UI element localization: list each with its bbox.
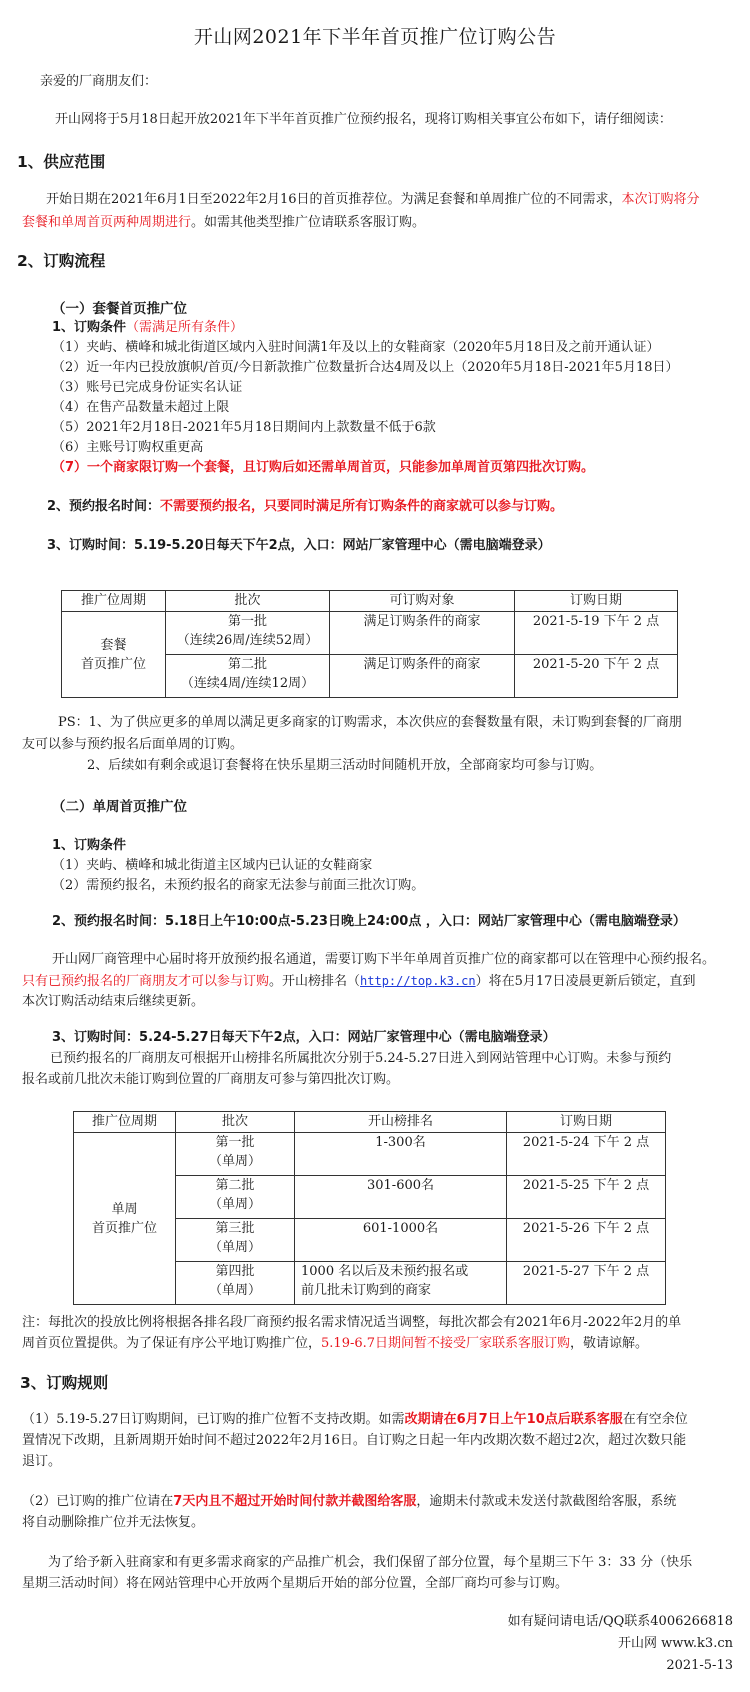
section-1-line-2	[22, 213, 425, 233]
package-cond-note: （需满足所有条件）	[126, 320, 244, 335]
rule-1-line-3: 退订。	[22, 1454, 62, 1469]
package-cond-5: （5）2021年2月18日-2021年5月18日期间内上款数量不低于6款	[52, 420, 436, 435]
page-title: 开山网2021年下半年首页推广位订购公告	[193, 26, 557, 48]
footer-date: 2021-5-13	[666, 1658, 733, 1673]
single-week-heading: （二）单周首页推广位	[52, 799, 187, 815]
single-batch-2: 第二批	[215, 1178, 255, 1193]
single-time-para-1: 已预约报名的厂商朋友可根据开山榜排名所属批次分别于5.24-5.27日进入到网站管理中心订购。未参与预约	[50, 1051, 672, 1066]
single-reg-text-b: 。开山榜排名（	[269, 974, 361, 989]
package-cond-6: （6）主账号订购权重更高	[52, 440, 204, 455]
single-rank-4: 1000 名以后及未预约报名或	[301, 1264, 469, 1279]
single-rank-2: 301-600名	[295, 1176, 507, 1219]
single-batch-1: 第一批	[215, 1135, 255, 1150]
ps-line-2: 友可以参与预约报名后面单周的订购。	[22, 737, 244, 752]
single-batch-cell	[176, 1133, 295, 1176]
single-batch-cell	[176, 1262, 295, 1305]
package-period-cell	[62, 612, 166, 698]
package-cond-3: （3）账号已完成身份证实名认证	[52, 380, 243, 395]
single-week-table	[73, 1111, 666, 1305]
package-date-2: 2021-5-20 下午 2 点	[515, 655, 678, 698]
rule-1-line-1	[22, 1410, 688, 1430]
section-1-highlight-b: 套餐和单周首页两种周期进行	[22, 215, 192, 230]
single-period-a: 单周	[111, 1201, 138, 1217]
single-date-4: 2021-5-27 下午 2 点	[507, 1262, 666, 1305]
single-rank-3: 601-1000名	[295, 1219, 507, 1262]
package-batch-2-sub: （连续4周/连续12周）	[180, 676, 315, 691]
single-note-line-1: 注：每批次的投放比例将根据各排名段厂商预约报名需求情况适当调整，每批次都会有2021年6月-2022年2月的单	[22, 1315, 682, 1330]
package-heading: （一）套餐首页推广位	[52, 301, 187, 317]
single-time-para-2: 报名或前几批次未能订购到位置的厂商朋友可参与第四批次订购。	[22, 1072, 400, 1087]
single-note-text-b: 周首页位置提供。为了保证有序公平地订购推广位，	[22, 1336, 322, 1351]
package-th-target: 可订购对象	[330, 591, 515, 612]
package-cond-7: （7）一个商家限订购一个套餐，且订购后如还需单周首页，只能参加单周首页第四批次订购。	[52, 460, 595, 475]
package-batch-cell	[166, 612, 330, 655]
single-period-cell	[74, 1133, 176, 1305]
rule-2-line-2: 将自动删除推广位并无法恢复。	[22, 1515, 205, 1530]
section-2-heading: 2、订购流程	[17, 252, 106, 270]
single-rank-4-line-2: 前几批未订购到的商家	[301, 1283, 432, 1298]
package-conditions-title	[52, 318, 243, 338]
rule-1-text-b: 在有空余位	[622, 1412, 688, 1427]
package-batch-2: 第二批	[227, 657, 267, 672]
single-note-line-2	[22, 1334, 648, 1354]
package-date-1: 2021-5-19 下午 2 点	[515, 612, 678, 655]
package-period-b: 首页推广位	[80, 656, 146, 672]
footer-contact: 如有疑问请电话/QQ联系4006266818	[507, 1614, 733, 1629]
package-order-time: 3、订购时间：5.19-5.20日每天下午2点，入口：网站厂家管理中心（需电脑端登录）	[47, 538, 551, 553]
section-1-text-a: 开始日期在2021年6月1日至2022年2月16日的首页推荐位。为满足套餐和单周推广位的不同需求，	[46, 192, 622, 207]
section-1-highlight-a: 本次订购将分	[621, 192, 700, 207]
single-registration-line: 2、预约报名时间：5.18日上午10:00点-5.23日晚上24:00点 ，入口：网站厂家管理中心（需电脑端登录）	[52, 914, 686, 929]
single-th-batch: 批次	[176, 1112, 295, 1133]
package-th-period: 推广位周期	[62, 591, 166, 612]
intro-text: 开山网将于5月18日起开放2021年下半年首页推广位预约报名，现将订购相关事宜公布如下，请仔细阅读：	[55, 112, 672, 127]
single-rank-1: 1-300名	[295, 1133, 507, 1176]
section-1-text-c: 。如需其他类型推广位请联系客服订购。	[191, 215, 426, 230]
single-batch-cell	[176, 1176, 295, 1219]
package-th-date: 订购日期	[515, 591, 678, 612]
package-th-batch: 批次	[166, 591, 330, 612]
package-table	[61, 590, 678, 698]
package-reg-label: 2、预约报名时间：	[47, 499, 161, 514]
ranking-link[interactable]: http://top.k3.cn	[360, 974, 476, 988]
single-date-1: 2021-5-24 下午 2 点	[507, 1133, 666, 1176]
package-period-a: 套餐	[100, 637, 127, 653]
single-reg-text-c: ）将在5月17日凌晨更新后锁定，直到	[475, 974, 696, 989]
single-order-time: 3、订购时间：5.24-5.27日每天下午2点，入口：网站厂家管理中心（需电脑端登录）	[52, 1030, 556, 1045]
single-th-period: 推广位周期	[74, 1112, 176, 1133]
rule-1-highlight: 改期请在6月7日上午10点后联系客服	[404, 1412, 623, 1427]
single-reg-highlight: 只有已预约报名的厂商朋友才可以参与订购	[22, 974, 270, 989]
section-1-heading: 1、供应范围	[17, 153, 106, 171]
package-cond-4: （4）在售产品数量未超过上限	[52, 400, 230, 415]
single-reg-para-3: 本次订购活动结束后继续更新。	[22, 994, 205, 1009]
single-batch-4: 第四批	[215, 1264, 255, 1279]
single-batch-3-sub: （单周）	[208, 1240, 261, 1255]
single-th-date: 订购日期	[507, 1112, 666, 1133]
rule-2-line-1	[22, 1492, 676, 1512]
rule-1-text-a: （1）5.19-5.27日订购期间，已订购的推广位暂不支持改期。如需	[22, 1412, 405, 1427]
single-reg-para-2	[22, 971, 695, 992]
package-cond-2: （2）近一年内已投放旗帜/首页/今日新款推广位数量折合达4周及以上（2020年5月18日-2021年5月18日）	[52, 360, 679, 375]
reserved-para-line-1: 为了给予新入驻商家和有更多需求商家的产品推广机会，我们保留了部分位置，每个星期三下午 3：33 分（快乐	[48, 1555, 693, 1570]
rule-2-text-a: （2）已订购的推广位请在	[22, 1494, 174, 1509]
package-registration-line	[47, 497, 563, 517]
footer-site: 开山网 www.k3.cn	[617, 1636, 733, 1651]
single-period-b: 首页推广位	[91, 1220, 157, 1236]
single-reg-para-1: 开山网厂商管理中心届时将开放预约报名通道，需要订购下半年单周首页推广位的商家都可以在管理中心预约报名。	[52, 952, 716, 967]
package-batch-cell	[166, 655, 330, 698]
single-note-text-c: ，敬请谅解。	[570, 1336, 649, 1351]
single-date-2: 2021-5-25 下午 2 点	[507, 1176, 666, 1219]
single-batch-4-sub: （单周）	[208, 1283, 261, 1298]
single-cond-title: 1、订购条件	[52, 838, 127, 853]
single-batch-3: 第三批	[215, 1221, 255, 1236]
single-cond-2: （2）需预约报名，未预约报名的商家无法参与前面三批次订购。	[52, 878, 425, 893]
single-batch-cell	[176, 1219, 295, 1262]
section-3-heading: 3、订购规则	[20, 1374, 109, 1392]
ps-line-1: PS：1、为了供应更多的单周以满足更多商家的订购需求，本次供应的套餐数量有限，未订购到套餐的厂商朋	[58, 715, 682, 730]
single-date-3: 2021-5-26 下午 2 点	[507, 1219, 666, 1262]
single-note-highlight: 5.19-6.7日期间暂不接受厂家联系客服订购	[321, 1336, 571, 1351]
rule-2-text-b: ，逾期未付款或未发送付款截图给客服，系统	[416, 1494, 677, 1509]
package-batch-1: 第一批	[227, 614, 267, 629]
single-th-rank: 开山榜排名	[295, 1112, 507, 1133]
package-cond-1: （1）夹屿、横峰和城北街道区域内入驻时间满1年及以上的女鞋商家（2020年5月18日及之前开通认证）	[52, 340, 660, 355]
package-cond-title-text: 1、订购条件	[52, 320, 127, 335]
single-batch-2-sub: （单周）	[208, 1197, 261, 1212]
table-row	[62, 612, 678, 655]
package-target-1: 满足订购条件的商家	[330, 612, 515, 655]
reserved-para-line-2: 星期三活动时间）将在网站管理中心开放两个星期后开始的部分位置，全部厂商均可参与订购。	[22, 1576, 569, 1591]
section-1-line-1	[46, 190, 700, 210]
single-cond-1: （1）夹屿、横峰和城北街道主区域内已认证的女鞋商家	[52, 858, 373, 873]
rule-1-line-2: 置情况下改期，且新周期开始时间不超过2022年2月16日。自订购之日起一年内改期次数不超过2次，超过次数只能	[22, 1433, 687, 1448]
table-row	[74, 1133, 666, 1176]
ps-line-3: 2、后续如有剩余或退订套餐将在快乐星期三活动时间随机开放，全部商家均可参与订购。	[87, 758, 603, 773]
greeting: 亲爱的厂商朋友们：	[40, 74, 158, 89]
package-batch-1-sub: （连续26周/连续52周）	[176, 633, 319, 648]
single-batch-1-sub: （单周）	[208, 1154, 261, 1169]
package-reg-note: 不需要预约报名，只要同时满足所有订购条件的商家就可以参与订购。	[160, 499, 564, 514]
package-target-2: 满足订购条件的商家	[330, 655, 515, 698]
rule-2-highlight: 7天内且不超过开始时间付款并截图给客服	[173, 1494, 417, 1509]
single-rank-4-cell	[295, 1262, 507, 1305]
